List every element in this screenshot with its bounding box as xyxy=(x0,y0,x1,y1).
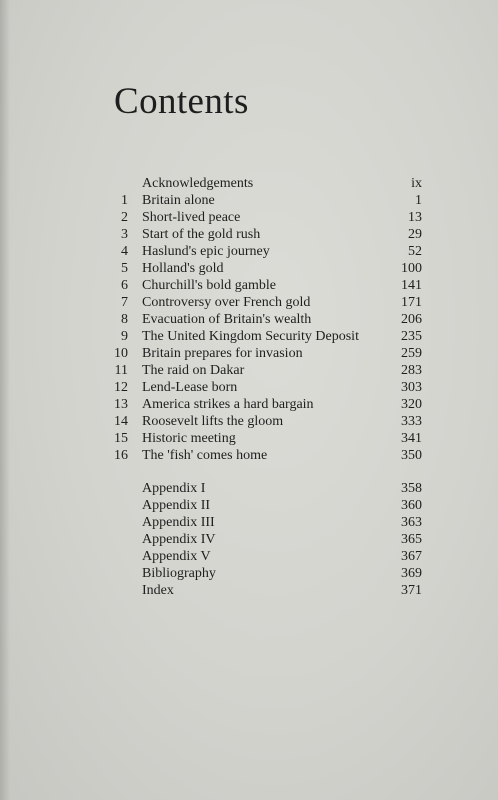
page-number: 141 xyxy=(401,278,422,293)
entry-title: Appendix IV xyxy=(142,532,216,547)
chapter-number: 7 xyxy=(121,295,128,310)
page-number: 363 xyxy=(401,515,422,530)
page-number: 341 xyxy=(401,431,422,446)
page-number: 303 xyxy=(401,380,422,395)
toc-chapter-entry xyxy=(100,209,422,226)
toc-back-entry xyxy=(100,582,422,599)
section-gap xyxy=(100,464,422,480)
toc-chapter-entry xyxy=(100,294,422,311)
entry-title: Index xyxy=(142,583,174,598)
page-number: ix xyxy=(411,176,422,191)
toc-chapter-entry xyxy=(100,243,422,260)
toc-chapter-entry xyxy=(100,396,422,413)
entry-title: Appendix III xyxy=(142,515,215,530)
toc-chapter-entry xyxy=(100,447,422,464)
toc-chapter-entry xyxy=(100,413,422,430)
toc-chapter-entry xyxy=(100,192,422,209)
chapter-number: 11 xyxy=(114,363,128,378)
toc-chapter-entry xyxy=(100,379,422,396)
toc-back-entry xyxy=(100,548,422,565)
chapters-section xyxy=(100,192,422,464)
toc-back-entry xyxy=(100,531,422,548)
page-number: 206 xyxy=(401,312,422,327)
entry-title: Acknowledgements xyxy=(142,176,254,191)
front-matter-section xyxy=(100,175,422,192)
entry-title: Short-lived peace xyxy=(142,210,241,225)
page-number: 333 xyxy=(401,414,422,429)
page-number: 171 xyxy=(401,295,422,310)
entry-title: The raid on Dakar xyxy=(142,363,245,378)
toc-back-entry xyxy=(100,514,422,531)
chapter-number: 12 xyxy=(114,380,128,395)
toc-chapter-entry xyxy=(100,345,422,362)
page-number: 235 xyxy=(401,329,422,344)
toc-chapter-entry xyxy=(100,328,422,345)
page-number: 367 xyxy=(401,549,422,564)
chapter-number: 8 xyxy=(121,312,128,327)
entry-title: Lend-Lease born xyxy=(142,380,238,395)
entry-title: Bibliography xyxy=(142,566,216,581)
page-number: 360 xyxy=(401,498,422,513)
entry-title: Roosevelt lifts the gloom xyxy=(142,414,284,429)
entry-title: Controversy over French gold xyxy=(142,295,311,310)
page-number: 52 xyxy=(408,244,422,259)
entry-title: America strikes a hard bargain xyxy=(142,397,314,412)
page-number: 29 xyxy=(408,227,422,242)
page-number: 350 xyxy=(401,448,422,463)
chapter-number: 3 xyxy=(121,227,128,242)
chapter-number: 1 xyxy=(121,193,128,208)
toc-chapter-entry xyxy=(100,362,422,379)
entry-title: The 'fish' comes home xyxy=(142,448,268,463)
toc-chapter-entry xyxy=(100,260,422,277)
entry-title: Evacuation of Britain's wealth xyxy=(142,312,312,327)
chapter-number: 15 xyxy=(114,431,128,446)
page-number: 1 xyxy=(415,193,422,208)
table-of-contents xyxy=(100,175,422,599)
toc-chapter-entry xyxy=(100,311,422,328)
entry-title: Appendix I xyxy=(142,481,206,496)
entry-title: Haslund's epic journey xyxy=(142,244,270,259)
chapter-number: 2 xyxy=(121,210,128,225)
back-matter-section xyxy=(100,480,422,599)
chapter-number: 6 xyxy=(121,278,128,293)
chapter-number: 10 xyxy=(114,346,128,361)
entry-title: Britain prepares for invasion xyxy=(142,346,303,361)
chapter-number: 16 xyxy=(114,448,128,463)
chapter-number: 14 xyxy=(114,414,128,429)
toc-chapter-entry xyxy=(100,430,422,447)
chapter-number: 5 xyxy=(121,261,128,276)
entry-title: Holland's gold xyxy=(142,261,224,276)
chapter-number: 4 xyxy=(121,244,128,259)
spine-shadow xyxy=(0,0,10,800)
page-number: 371 xyxy=(401,583,422,598)
page-number: 365 xyxy=(401,532,422,547)
page-number: 320 xyxy=(401,397,422,412)
toc-back-entry xyxy=(100,480,422,497)
page-number: 13 xyxy=(408,210,422,225)
entry-title: The United Kingdom Security Deposit xyxy=(142,329,359,344)
page-number: 100 xyxy=(401,261,422,276)
page-number: 358 xyxy=(401,481,422,496)
chapter-number: 9 xyxy=(121,329,128,344)
page-number: 283 xyxy=(401,363,422,378)
toc-back-entry xyxy=(100,497,422,514)
entry-title: Start of the gold rush xyxy=(142,227,261,242)
entry-title: Appendix V xyxy=(142,549,211,564)
chapter-number: 13 xyxy=(114,397,128,412)
entry-title: Appendix II xyxy=(142,498,211,513)
toc-front-entry xyxy=(100,175,422,192)
toc-chapter-entry xyxy=(100,277,422,294)
page-number: 369 xyxy=(401,566,422,581)
page-title: Contents xyxy=(114,81,249,122)
entry-title: Churchill's bold gamble xyxy=(142,278,276,293)
toc-back-entry xyxy=(100,565,422,582)
toc-chapter-entry xyxy=(100,226,422,243)
entry-title: Britain alone xyxy=(142,193,215,208)
entry-title: Historic meeting xyxy=(142,431,236,446)
page-number: 259 xyxy=(401,346,422,361)
